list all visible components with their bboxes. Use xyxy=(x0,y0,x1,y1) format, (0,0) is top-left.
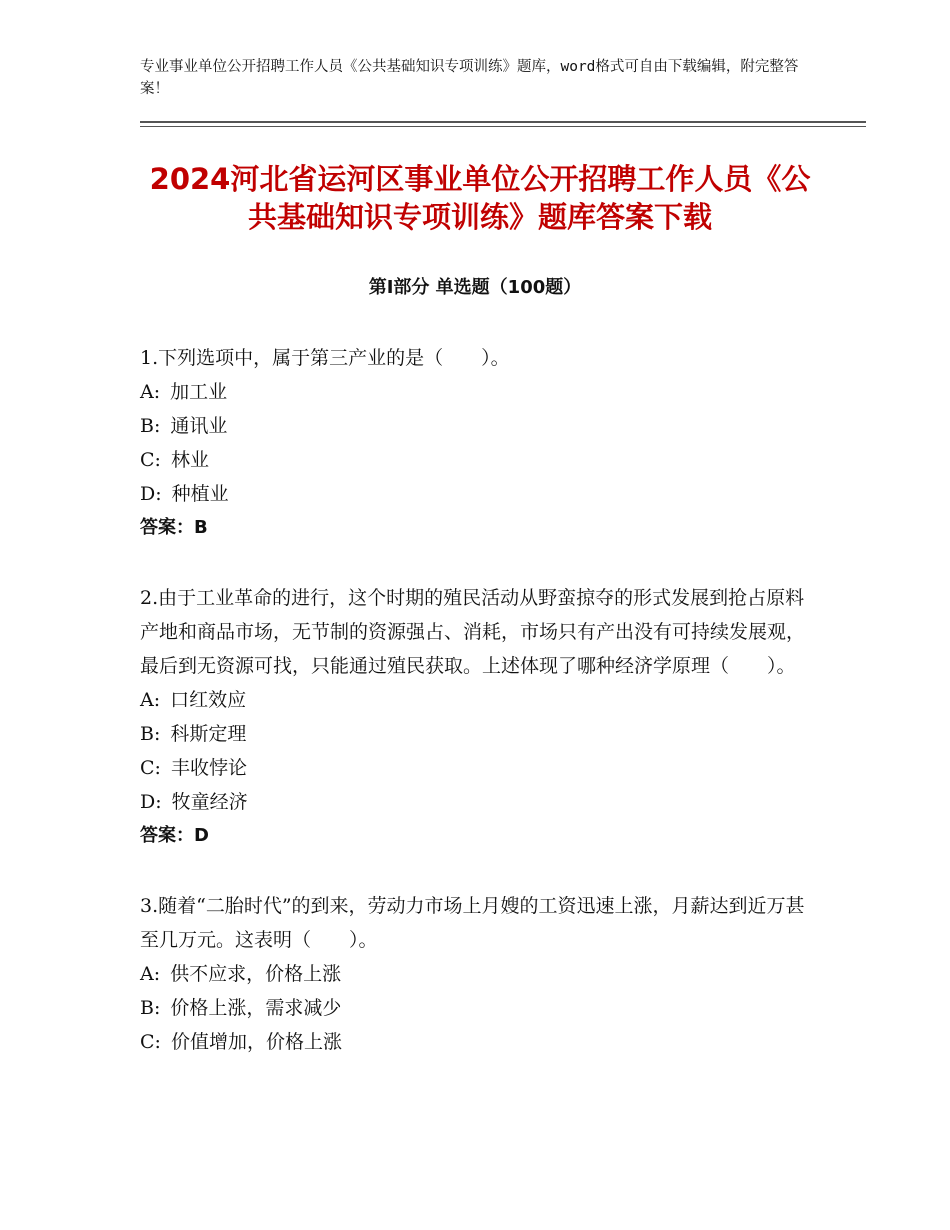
option-letter: B: xyxy=(140,415,161,437)
option-text: 林业 xyxy=(170,449,209,471)
option-text: 牧童经济 xyxy=(171,791,248,813)
option-letter: B: xyxy=(140,997,161,1019)
option-letter: C: xyxy=(140,1031,161,1053)
option-letter: C: xyxy=(140,757,161,779)
option-b xyxy=(140,717,810,751)
option-b xyxy=(140,409,810,443)
question-stem: 3.随着“二胎时代”的到来，劳动力市场上月嫂的工资迅速上涨，月薪达到近万甚至几万元。这表明（ ）。 xyxy=(140,895,805,951)
option-text: 丰收悖论 xyxy=(170,757,247,779)
option-letter: C: xyxy=(140,449,161,471)
header-note: 专业事业单位公开招聘工作人员《公共基础知识专项训练》题库，word格式可自由下载编辑，附完整答案！ xyxy=(140,59,799,97)
question-stem: 1.下列选项中，属于第三产业的是（ ）。 xyxy=(140,347,510,369)
document-title: 2024河北省运河区事业单位公开招聘工作人员《公共基础知识专项训练》题库答案下载 xyxy=(149,162,811,234)
option-d xyxy=(140,477,810,511)
answer: 答案：D xyxy=(140,825,209,846)
option-text: 加工业 xyxy=(170,381,228,403)
option-letter: D: xyxy=(140,791,162,813)
option-letter: D: xyxy=(140,483,162,505)
option-text: 供不应求，价格上涨 xyxy=(170,963,342,985)
option-text: 科斯定理 xyxy=(170,723,247,745)
option-text: 种植业 xyxy=(171,483,229,505)
option-b xyxy=(140,991,810,1025)
header-rule-thin xyxy=(140,126,866,127)
question-3 xyxy=(140,889,810,1059)
question-stem: 2.由于工业革命的进行，这个时期的殖民活动从野蛮掠夺的形式发展到抢占原料产地和商品市场，无节制的资源强占、消耗，市场只有产出没有可持续发展观，最后到无资源可找，只能通过殖民获取。上述体现了哪种经济学原理（ ）。 xyxy=(140,587,806,677)
header-rule-thick xyxy=(140,121,866,123)
option-text: 价值增加，价格上涨 xyxy=(170,1031,342,1053)
option-letter: A: xyxy=(140,963,161,985)
option-a xyxy=(140,957,810,991)
option-a xyxy=(140,683,810,717)
option-d xyxy=(140,785,810,819)
option-text: 通讯业 xyxy=(170,415,228,437)
option-letter: A: xyxy=(140,689,161,711)
option-letter: A: xyxy=(140,381,161,403)
option-letter: B: xyxy=(140,723,161,745)
question-1 xyxy=(140,341,810,545)
answer: 答案：B xyxy=(140,517,208,538)
option-a xyxy=(140,375,810,409)
option-c xyxy=(140,1025,810,1059)
question-2 xyxy=(140,581,810,853)
question-list xyxy=(140,341,810,1095)
option-c xyxy=(140,443,810,477)
option-text: 口红效应 xyxy=(170,689,247,711)
option-c xyxy=(140,751,810,785)
option-text: 价格上涨，需求减少 xyxy=(170,997,342,1019)
section-heading: 第Ⅰ部分 单选题（100题） xyxy=(368,277,582,298)
